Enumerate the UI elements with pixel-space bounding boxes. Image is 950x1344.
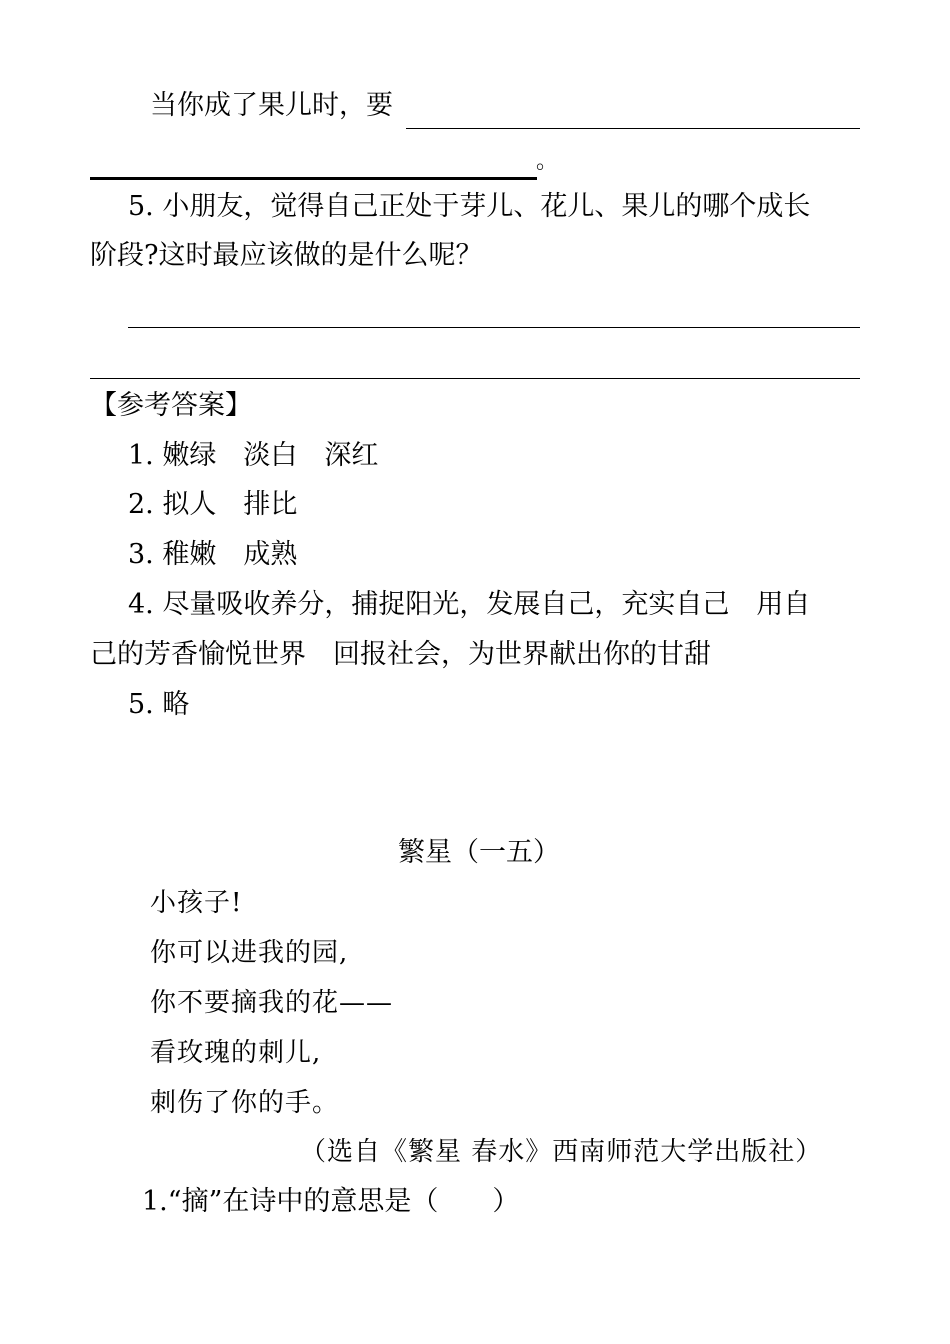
poem-question-1: 1.“摘”在诗中的意思是（ ） bbox=[142, 1186, 520, 1217]
answer-4-line-1: 4. 尽量吸收养分，捕捉阳光，发展自己，充实自己 用自 bbox=[128, 589, 811, 620]
poem-line: 小孩子! bbox=[150, 888, 243, 918]
answer-blank-line bbox=[406, 128, 860, 129]
answer-blank-line bbox=[128, 327, 860, 328]
answers-heading: 【参考答案】 bbox=[90, 390, 252, 421]
poem-line: 你不要摘我的花—— bbox=[150, 988, 394, 1018]
answer-1: 1. 嫩绿 淡白 深红 bbox=[128, 440, 379, 471]
q5-line-2: 阶段?这时最应该做的是什么呢？ bbox=[90, 240, 483, 271]
poem-line: 看玫瑰的刺儿, bbox=[150, 1038, 322, 1068]
poem-line: 刺伤了你的手。 bbox=[150, 1088, 340, 1118]
poem-source: （选自《繁星 春水》西南师范大学出版社） bbox=[300, 1137, 823, 1167]
answer-5: 5. 略 bbox=[128, 689, 190, 720]
q4-fruit-prompt: 当你成了果儿时，要 bbox=[150, 90, 393, 121]
poem-line: 你可以进我的园, bbox=[150, 938, 349, 968]
answer-blank-line bbox=[90, 177, 537, 180]
q4-period: 。 bbox=[536, 149, 559, 174]
answer-4-line-2: 己的芳香愉悦世界 回报社会，为世界献出你的甘甜 bbox=[90, 639, 711, 670]
q5-line-1: 5. 小朋友，觉得自己正处于芽儿、花儿、果儿的哪个成长 bbox=[128, 191, 811, 222]
answer-2: 2. 拟人 排比 bbox=[128, 489, 298, 520]
answer-blank-line bbox=[90, 378, 860, 379]
poem-title: 繁星（一五） bbox=[398, 837, 560, 868]
answer-3: 3. 稚嫩 成熟 bbox=[128, 539, 298, 570]
